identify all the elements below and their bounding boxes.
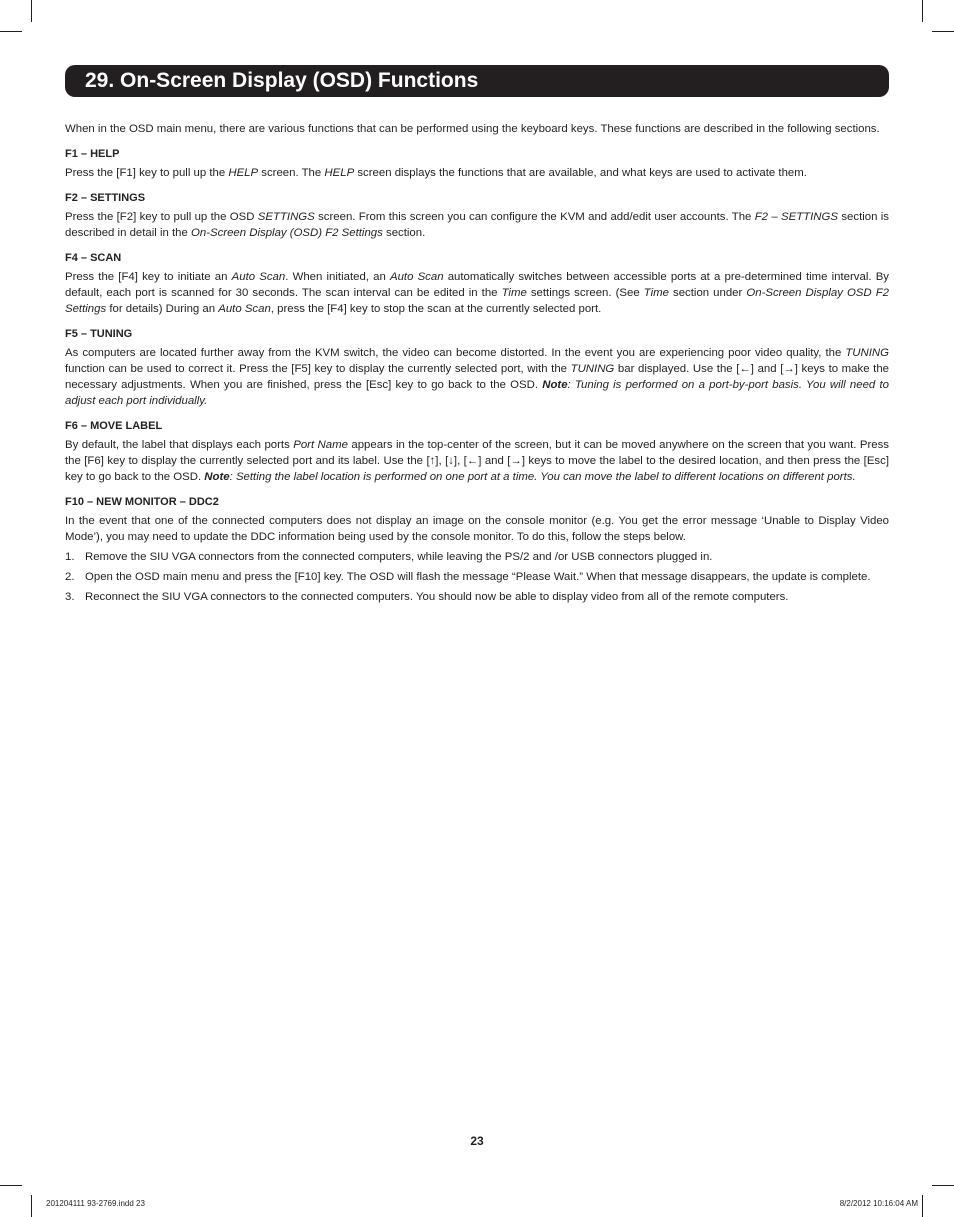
footer-slug-left: 201204111 93-2769.indd 23 xyxy=(46,1199,145,1208)
section-body-f10: In the event that one of the connected computers does not display an image on the console monitor (e.g. You get the error message ‘Unable to Display Video Mode’), you may need to update the DDC information being used by the console monitor. To do this, follow the steps below. xyxy=(65,515,889,543)
crop-mark xyxy=(0,31,22,32)
section-heading-f2: F2 – SETTINGS xyxy=(65,192,146,204)
section-heading-f1: F1 – HELP xyxy=(65,148,120,160)
crop-mark xyxy=(922,1195,923,1217)
section-heading-f6: F6 – MOVE LABEL xyxy=(65,420,163,432)
list-item xyxy=(65,549,889,565)
crop-mark xyxy=(31,1195,32,1217)
step-text: Reconnect the SIU VGA connectors to the connected computers. You should now be able to display video from all of the remote computers. xyxy=(85,591,789,603)
section-title-bar xyxy=(65,65,889,97)
intro-paragraph: When in the OSD main menu, there are various functions that can be performed using the keyboard keys. These functions are described in the following sections. xyxy=(65,123,880,135)
crop-mark xyxy=(932,1185,954,1186)
crop-mark xyxy=(932,31,954,32)
step-number: 1. xyxy=(65,551,75,563)
footer-slug-right: 8/2/2012 10:16:04 AM xyxy=(839,1199,918,1208)
step-text: Remove the SIU VGA connectors from the connected computers, while leaving the PS/2 and /or USB connectors plugged in. xyxy=(85,551,713,563)
section-body-f1: Press the [F1] key to pull up the HELP screen. The HELP screen displays the functions that are available, and what keys are used to activate them. xyxy=(65,167,807,179)
section-heading-f10: F10 – NEW MONITOR – DDC2 xyxy=(65,496,219,508)
crop-mark xyxy=(31,0,32,22)
crop-mark xyxy=(922,0,923,22)
section-heading-f5: F5 – TUNING xyxy=(65,328,133,340)
crop-mark xyxy=(0,1185,22,1186)
page-number: 23 xyxy=(470,1134,484,1148)
document-body xyxy=(65,121,889,605)
section-body-f4: Press the [F4] key to initiate an Auto Scan. When initiated, an Auto Scan automatically switches between accessible ports at a pre-determined time interval. By default, each port is scanned for 30 seconds. The scan interval can be edited in the Time settings screen. (See Time section under On-Screen Display OSD F2 Settings for details) During an Auto Scan, press the [F4] key to stop the scan at the currently selected port. xyxy=(65,271,890,315)
page-title: 29. On-Screen Display (OSD) Functions xyxy=(85,69,479,92)
section-body-f5: As computers are located further away from the KVM switch, the video can become distorted. In the event you are experiencing poor video quality, the TUNING function can be used to correct it. Press the [F5] key to display the currently selected port, with the TUNING bar displayed. Use the [←] and [→] keys to make the necessary adjustments. When you are finished, press the [Esc] key to go back to the OSD. Note: Tuning is performed on a port-by-port basis. You will need to adjust each port individually. xyxy=(65,347,889,407)
step-number: 3. xyxy=(65,591,75,603)
list-item xyxy=(65,569,889,585)
list-item xyxy=(65,589,889,605)
step-text: Open the OSD main menu and press the [F10] key. The OSD will flash the message “Please Wait.” When that message disappears, the update is complete. xyxy=(85,571,871,583)
section-body-f6: By default, the label that displays each ports Port Name appears in the top-center of the screen, but it can be moved anywhere on the screen that you want. Press the [F6] key to display the currently selected port and its label. Use the [↑], [↓], [←] and [→] keys to move the label to the desired location, and then press the [Esc] key to go back to the OSD. Note: Setting the label location is performed on one port at a time. You can move the label to different locations on different ports. xyxy=(65,439,889,483)
steps-list xyxy=(65,549,889,605)
section-body-f2: Press the [F2] key to pull up the OSD SETTINGS screen. From this screen you can configure the KVM and add/edit user accounts. The F2 – SETTINGS section is described in detail in the On-Screen Display (OSD) F2 Settings section. xyxy=(65,211,889,239)
section-heading-f4: F4 – SCAN xyxy=(65,252,122,264)
step-number: 2. xyxy=(65,571,75,583)
